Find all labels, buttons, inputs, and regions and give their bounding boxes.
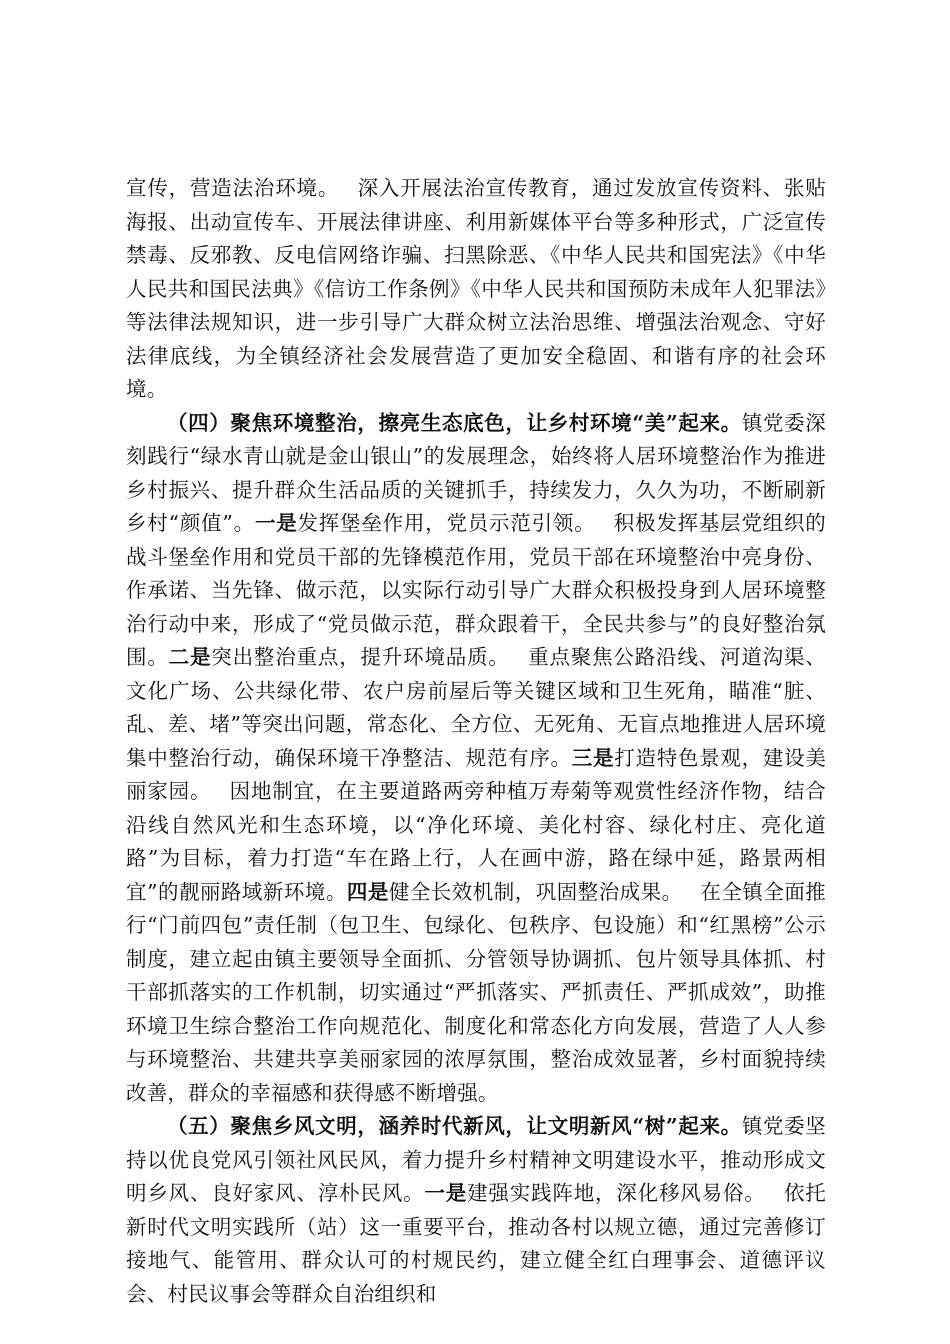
paragraph-text: 突出整治重点，提升环境品质。 重点聚焦公路沿线、河道沟渠、文化广场、公共绿化带、农户房前屋后等关键区域和卫生死角，瞄准“脏、乱、差、堵”等突出问题，常态化、全方位、无死角、无盲点地推进人居环境集中整治行动，确保环境干净整洁、规范有序。 <box>126 645 826 770</box>
paragraph-text: 建强实践阵地，深化移风易俗。 依托新时代文明实践所（站）这一重要平台，推动各村以规立德，通过完善修订接地气、能管用、群众认可的村规民约，建立健全红白理事会、道德评议会、村民议事会等群众自治组织和 <box>126 1181 826 1306</box>
section-heading-5: （五）聚焦乡风文明，涵养时代新风，让文明新风“树”起来。 <box>167 1114 742 1138</box>
paragraph-text: 健全长效机制，巩固整治成果。 在全镇全面推行“门前四包”责任制（包卫生、包绿化、包秩序、包设施）和“红黑榜”公示制度，建立起由镇主要领导全面抓、分管领导协调抓、包片领导具体抓、村干部抓落实的工作机制，切实通过“严抓落实、严抓责任、严抓成效”，助推环境卫生综合整治工作向规范化、制度化和常态化方向发展，营造了人人参与环境整治、共建共享美丽家园的浓厚氛围，整治成效显著，乡村面貌持续改善，群众的幸福感和获得感不断增强。 <box>126 879 827 1105</box>
paragraph-environment-improvement <box>126 407 826 1111</box>
section-heading-4: （四）聚焦环境整治，擦亮生态底色，让乡村环境“美”起来。 <box>167 410 742 435</box>
point-marker-2: 二是 <box>168 645 212 669</box>
paragraph-text: 宣传，营造法治环境。 深入开展法治宣传教育，通过发放宣传资料、张贴海报、出动宣传车、开展法律讲座、利用新媒体平台等多种形式，广泛宣传禁毒、反邪教、反电信网络诈骗、扫黑除恶、《中华人民共和国宪法》《中华人民共和国民法典》《信访工作条例》《中华人民共和国预防未成年人犯罪法》等法律法规知识，进一步引导广大群众树立法治思维、增强法治观念、守好法律底线，为全镇经济社会发展营造了更加安全稳固、和谐有序的社会环境。 <box>126 176 826 401</box>
paragraph-rural-civilization <box>126 1110 826 1311</box>
point-marker-3: 三是 <box>571 745 615 770</box>
point-marker-1: 一是 <box>254 511 298 535</box>
paragraph-text: 打造特色景观，建设美丽家园。 因地制宜，在主要道路两旁种植万寿菊等观赏性经济作物，结合沿线自然风光和生态环境，以“净化环境、美化村容、绿化村庄、亮化道路”为目标，着力打造“车在路上行，人在画中游，路在绿中延，路景两相宜”的靓丽路域新环境。 <box>126 745 827 904</box>
paragraph-text: 镇党委坚持以优良党风引领社风民风，着力提升乡村精神文明建设水平，推动形成文明乡风、良好家风、淳朴民风。 <box>126 1114 826 1205</box>
document-body <box>126 172 826 1311</box>
point-marker-4: 四是 <box>346 879 389 904</box>
paragraph-text: 镇党委深刻践行“绿水青山就是金山银山”的发展理念，始终将人居环境整治作为推进乡村振兴、提升群众生活品质的关键抓手，持续发力，久久为功，不断刷新乡村“颜值”。 <box>126 410 826 535</box>
paragraph-law-publicity <box>126 172 826 407</box>
paragraph-text: 发挥堡垒作用，党员示范引领。 积极发挥基层党组织的战斗堡垒作用和党员干部的先锋模范作用，党员干部在环境整治中亮身份、作承诺、当先锋、做示范，以实际行动引导广大群众积极投身到人居环境整治行动中来，形成了“党员做示范，群众跟着干，全民共参与”的良好整治氛围。 <box>126 511 826 669</box>
point-marker-1: 一是 <box>424 1181 468 1205</box>
